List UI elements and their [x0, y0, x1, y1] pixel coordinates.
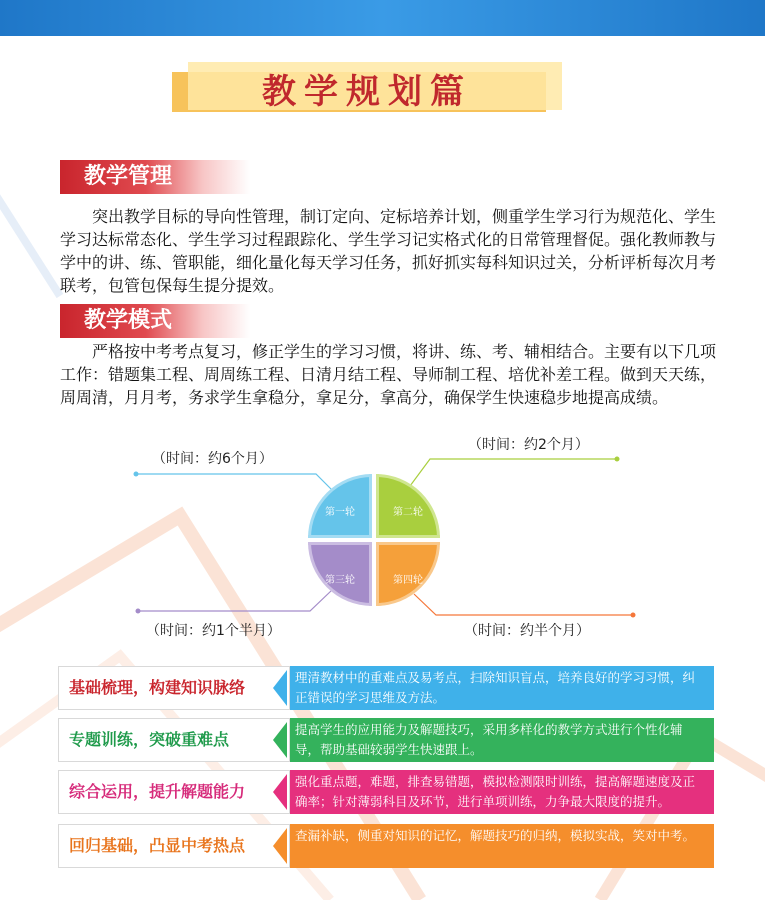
- page-title: 教学规划篇: [262, 72, 472, 112]
- round-1-time: （时间：约6个月）: [152, 451, 273, 467]
- section-heading-mode: 教学模式: [60, 304, 250, 338]
- stage-2-description: 提高学生的应用能力及解题技巧，采用多样化的教学方式进行个性化辅导，帮助基础较弱学生快速跟上。: [287, 718, 714, 762]
- stage-row: [58, 718, 714, 762]
- round-2-quadrant: [376, 474, 440, 538]
- stage-3-title: 综合运用，提升解题能力: [58, 770, 290, 814]
- stage-1-title: 基础梳理，构建知识脉络: [58, 666, 290, 710]
- round-3-time: （时间：约1个半月）: [146, 623, 281, 639]
- round-3-label: 第三轮: [325, 574, 355, 586]
- stage-2-arrow: [273, 722, 287, 758]
- stage-row: [58, 666, 714, 710]
- round-4-label: 第四轮: [393, 574, 423, 586]
- stage-row: [58, 824, 714, 868]
- round-1-quadrant: [308, 474, 372, 538]
- rounds-diagram: [308, 474, 442, 608]
- stage-4-description: 查漏补缺，侧重对知识的记忆，解题技巧的归纳，模拟实战，笑对中考。: [287, 824, 714, 868]
- round-1-label: 第一轮: [325, 506, 355, 518]
- stage-1-arrow: [273, 670, 287, 706]
- section-heading-management: 教学管理: [60, 160, 250, 194]
- round-2-time: （时间：约2个月）: [468, 437, 589, 453]
- section-body-management: 突出教学目标的导向性管理，制订定向、定标培养计划，侧重学生学习行为规范化、学生学习达标常态化、学生学习过程跟踪化、学生学习记实格式化的日常管理督促。强化教师教与学中的讲、练、管职能，细化量化每天学习任务，抓好抓实每科知识过关，分析评析每次月考联考，包管包保每生提分提效。: [60, 207, 717, 295]
- stage-3-description: 强化重点题，难题，排查易错题，模拟检测限时训练，提高解题速度及正确率；针对薄弱科目及环节，进行单项训练，力争最大限度的提升。: [287, 770, 714, 814]
- stage-4-arrow: [273, 828, 287, 864]
- stage-3-arrow: [273, 774, 287, 810]
- round-4-quadrant: [376, 542, 440, 606]
- section-body-mode: 严格按中考考点复习，修正学生的学习习惯，将讲、练、考、辅相结合。主要有以下几项工作：错题集工程、周周练工程、日清月结工程、导师制工程、培优补差工程。做到天天练，周周清，月月考，务求学生拿稳分，拿足分，拿高分，确保学生快速稳步地提高成绩。: [60, 342, 717, 407]
- stage-1-description: 理清教材中的重难点及易考点，扫除知识盲点，培养良好的学习习惯，纠正错误的学习思维及方法。: [287, 666, 714, 710]
- round-4-time: （时间：约半个月）: [464, 623, 590, 639]
- stage-row: [58, 770, 714, 814]
- round-2-label: 第二轮: [393, 506, 423, 518]
- round-3-quadrant: [308, 542, 372, 606]
- stage-4-title: 回归基础，凸显中考热点: [58, 824, 290, 868]
- stage-2-title: 专题训练，突破重难点: [58, 718, 290, 762]
